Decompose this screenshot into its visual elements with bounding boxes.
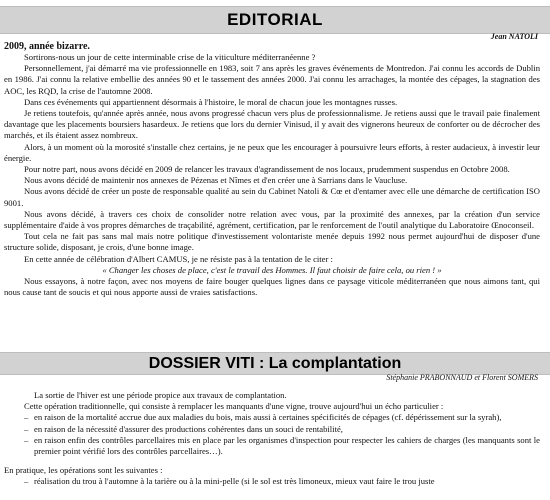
practice-bullet-list — [4, 476, 540, 487]
editorial-paragraph: En cette année de célébration d'Albert CAMUS, je ne résiste pas à la tentation de le citer : — [24, 253, 333, 264]
list-item: – en raison enfin des contrôles parcellaires mis en place par les organismes d'inspection pour respecter les cahiers de charges (les manquants sont le premier point vérifié lors des contrôles parcellaires…). — [24, 434, 540, 457]
editorial-banner — [0, 6, 550, 34]
dossier-bullet-list — [4, 412, 540, 457]
dossier-authors: Stéphanie PRABONNAUD et Florent SOMERS — [386, 373, 538, 382]
editorial-paragraph: Dans ces événements qui appartiennent désormais à l'histoire, le moral de chacun joue les montagnes russes. — [24, 96, 398, 107]
dossier-intro: La sortie de l'hiver est une période propice aux travaux de complantation. — [34, 390, 287, 400]
bullet-dash: – — [24, 412, 29, 423]
editorial-paragraph: Nous avons décidé de maintenir nos annexes de Pézenas et Nîmes et d'en créer une à Sarrians dans le Vaucluse. — [24, 175, 408, 186]
practice-intro: En pratique, les opérations sont les suivantes : — [4, 465, 163, 476]
editorial-paragraph: Tout cela ne fait pas sans mal mais notre politique d'investissement volontariste menée depuis 1992 nous permet aujourd'hui de disposer d'une structure solide, disposant, je crois, d'une bonne image. — [4, 231, 540, 253]
bullet-dash: – — [24, 434, 29, 445]
list-item: – en raison de la mortalité accrue due aux maladies du bois, mais aussi à certaines spécificités de cépages (cf. dépérissement sur la syrah), — [24, 412, 502, 423]
editorial-title: EDITORIAL — [227, 10, 323, 29]
editorial-body — [4, 41, 540, 298]
editorial-author: Jean NATOLI — [490, 32, 538, 41]
dossier-body — [4, 390, 540, 488]
list-item: – réalisation du trou à l'automne à la tarière ou à la mini-pelle (si le sol est très limoneux, mieux vaut faire le trou juste — [24, 476, 435, 487]
editorial-paragraph: Sortirons-nous un jour de cette interminable crise de la viticulture méditerranéenne ? — [24, 52, 316, 62]
bullet-dash: – — [24, 423, 29, 434]
camus-quote: « Changer les choses de place, c'est le travail des Hommes. Il faut choisir de faire cela, ou rien ! » — [102, 264, 442, 275]
editorial-paragraph: Nous avons décidé, à travers ces choix de consolider notre relation avec vous, par la proximité des annexes, par la création d'un service supplémentaire d'aide à vos propres démarches de traçabilité, agrément, certification, par le renforcement de l'outil analytique du Laboratoire Œnoconseil. — [4, 208, 540, 231]
editorial-paragraph: Personnellement, j'ai démarré ma vie professionnelle en 1983, soit 7 ans après les graves événements de Montredon. J'ai connu les accords de Dublin en 1986. J'ai connu la relative embellie des années 90 et le tassement des années 2000. J'ai connu les arrachages, la montée des cépages, la stagnation des AOC, les RQD, la crise de l'automne 2008. — [4, 63, 540, 96]
editorial-paragraph: Pour notre part, nous avons décidé en 2009 de relancer les travaux d'agrandissement de nos locaux, prudemment suspendus en Octobre 2008. — [24, 164, 510, 175]
list-item: – en raison de la nécessité d'assurer des productions cohérentes dans un souci de rentabilité, — [24, 423, 343, 434]
dossier-title: DOSSIER VITI : La complantation — [148, 355, 402, 372]
editorial-paragraph: Nous avons décidé de créer un poste de responsable qualité au sein du Cabinet Natoli & Cœ et d'entamer avec elle une démarche de certification ISO 9001. — [4, 186, 540, 208]
editorial-paragraph: Je retiens toutefois, qu'année après année, nous avons progressé chacun vers plus de professionnalisme. Je retiens aussi que le travail paie finalement davantage que les placements boursiers hasardeux. Je retiens que lors du dernier Vinisud, il y avait des vignerons heureux de conforter ou de décrocher des marchés, et ils étaient assez nombreux. — [4, 108, 540, 141]
editorial-paragraph: Alors, à un moment où la morosité s'installe chez certains, je ne peux que les encourager à poursuivre leurs efforts, à rester audacieux, à investir leur énergie. — [4, 141, 540, 163]
editorial-heading: 2009, année bizarre. — [4, 41, 90, 52]
dossier-lead: Cette opération traditionnelle, qui consiste à remplacer les manquants d'une vigne, trouve aujourd'hui un écho particulier : — [24, 401, 444, 412]
dossier-banner — [0, 352, 550, 375]
editorial-closing: Nous essayons, à notre façon, avec nos moyens de faire bouger quelques lignes dans ce paysage viticole méditerranéen que nous aimons tant, qui nous cause tant de soucis et qui nous apporte aussi de vraies satisfactions. — [4, 276, 540, 298]
bullet-dash: – — [24, 476, 29, 487]
